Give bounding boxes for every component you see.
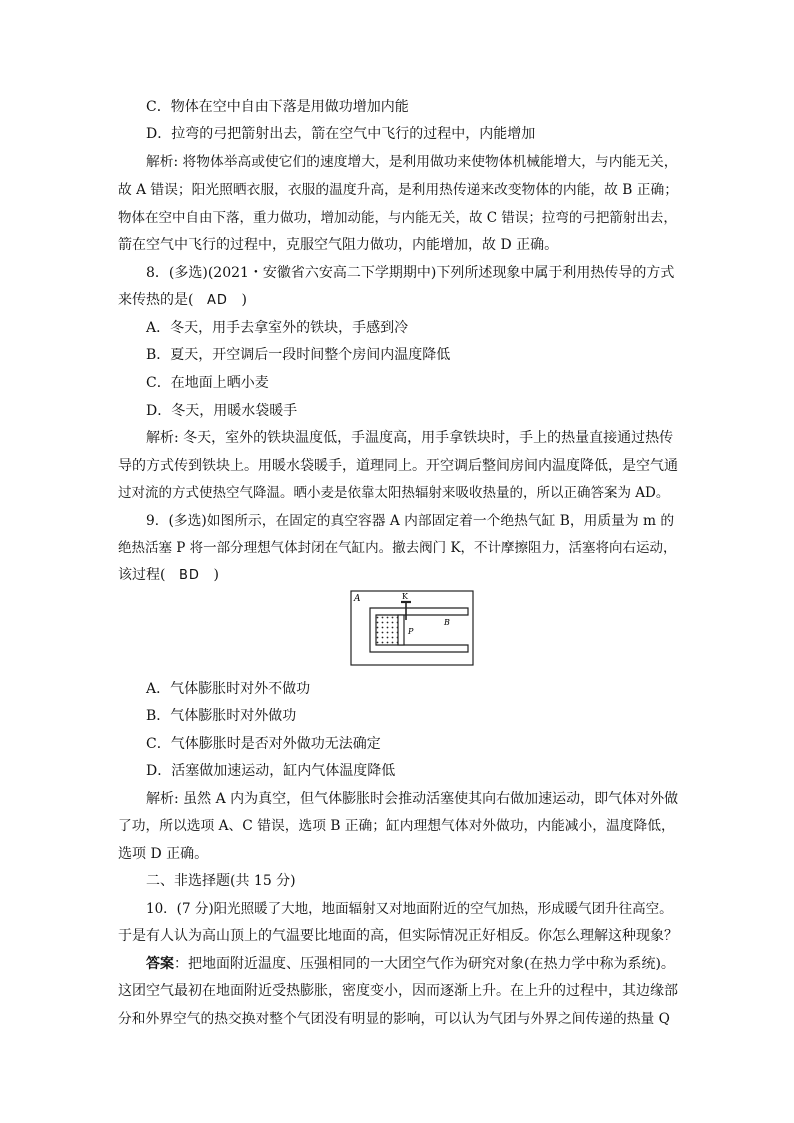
q8-analysis-line: 过对流的方式使热空气降温。晒小麦是依靠太阳热辐射来吸收热量的，所以正确答案为 AD。 [118,485,670,501]
q7-analysis-line: 物体在空中自由下落，重力做功，增加动能，与内能无关，故 C 错误；拉弯的弓把箭射出去， [118,210,677,226]
q8-analysis-line: 解析: 冬天，室外的铁块温度低，手温度高，用手拿铁块时，手上的热量直接通过热传 [146,430,674,446]
q8-close-paren: ) [241,292,247,308]
q10-answer-line: 这团空气最初在地面附近受热膨胀，密度变小，因而逐渐上升。在上升的过程中，其边缘部 [118,983,678,999]
q10-answer-text: ：把地面附近温度、压强相同的一大团空气作为研究对象(在热力学中称为系统)。 [174,956,675,972]
q10-answer-line: 分和外界空气的热交换对整个气团没有明显的影响，可以认为气团与外界之间传递的热量 Q [118,1011,670,1027]
q8-option-b: B．夏天，开空调后一段时间整个房间内温度降低 [146,347,451,363]
q9-option-d: D．活塞做加速运动，缸内气体温度降低 [146,763,396,779]
piston-p [398,615,404,645]
q7-option-d: D．拉弯的弓把箭射出去，箭在空气中飞行的过程中，内能增加 [146,126,536,142]
q9-analysis-line: 解析: 虽然 A 内为真空，但气体膨胀时会推动活塞使其向右做加速运动，即气体对外做 [146,791,679,807]
q10-stem-line: 于是有人认为高山顶上的气温要比地面的高，但实际情况正好相反。你怎么理解这种现象？ [118,928,678,944]
q9-stem-line: 绝热活塞 P 将一部分理想气体封闭在气缸内。撤去阀门 K，不计摩擦阻力，活塞将向右运动， [118,540,677,556]
q9-analysis-line: 了功，所以选项 A、C 错误，选项 B 正确；缸内理想气体对外做功，内能减小，温度降低， [118,818,675,834]
q8-stem-line [118,291,678,310]
q9-analysis-line: 选项 D 正确。 [118,846,209,862]
q7-option-c: C．物体在空中自由下落是用做功增加内能 [146,99,409,115]
q8-option-a: A．冬天，用手去拿室外的铁块，手感到冷 [146,320,409,336]
q9-answer: BD [179,568,200,583]
q8-answer: AD [207,293,228,308]
q10-answer-label: 答案 [146,956,174,972]
q9-stem-line: 9．(多选)如图所示，在固定的真空容器 A 内部固定着一个绝热气缸 B，用质量为 m 的 [146,513,675,529]
section-title: 二、非选择题(共 15 分) [146,873,296,889]
label-p: P [408,627,414,636]
q7-analysis-line: 故 A 错误；阳光照晒衣服，衣服的温度升高，是利用热传递来改变物体的内能，故 B 正确； [118,182,679,198]
apparatus-diagram [350,590,474,666]
q7-analysis-line: 解析: 将物体举高或使它们的速度增大，是利用做功来使物体机械能增大，与内能无关， [146,154,678,170]
q8-stem-line: 8．(多选)(2021・安徽省六安高二下学期期中)下列所述现象中属于利用热传导的方式 [146,265,675,281]
label-a: A [354,594,361,604]
gas-region [376,615,398,645]
q10-stem-line: 10．(7 分)阳光照暖了大地，地面辐射又对地面附近的空气加热，形成暖气团升往高空。 [146,901,673,917]
q8-stem-tail: 来传热的是( [118,292,194,308]
q9-option-a: A．气体膨胀时对外不做功 [146,681,311,697]
q8-option-c: C．在地面上晒小麦 [146,375,269,391]
q9-stem-tail: 该过程( [118,567,166,583]
label-b: B [444,618,450,627]
q9-figure [350,590,474,666]
q9-option-c: C．气体膨胀时是否对外做功无法确定 [146,736,381,752]
label-k: K [402,592,408,601]
q9-stem-line [118,566,678,585]
q8-analysis-line: 导的方式传到铁块上。用暖水袋暖手，道理同上。开空调后整间房间内温度降低，是空气通 [118,458,678,474]
q10-answer-line [146,955,678,973]
q7-analysis-line: 箭在空气中飞行的过程中，克服空气阻力做功，内能增加，故 D 正确。 [118,237,559,253]
q9-option-b: B．气体膨胀时对外做功 [146,708,297,724]
q9-close-paren: ) [213,567,219,583]
q8-option-d: D．冬天，用暖水袋暖手 [146,403,298,419]
